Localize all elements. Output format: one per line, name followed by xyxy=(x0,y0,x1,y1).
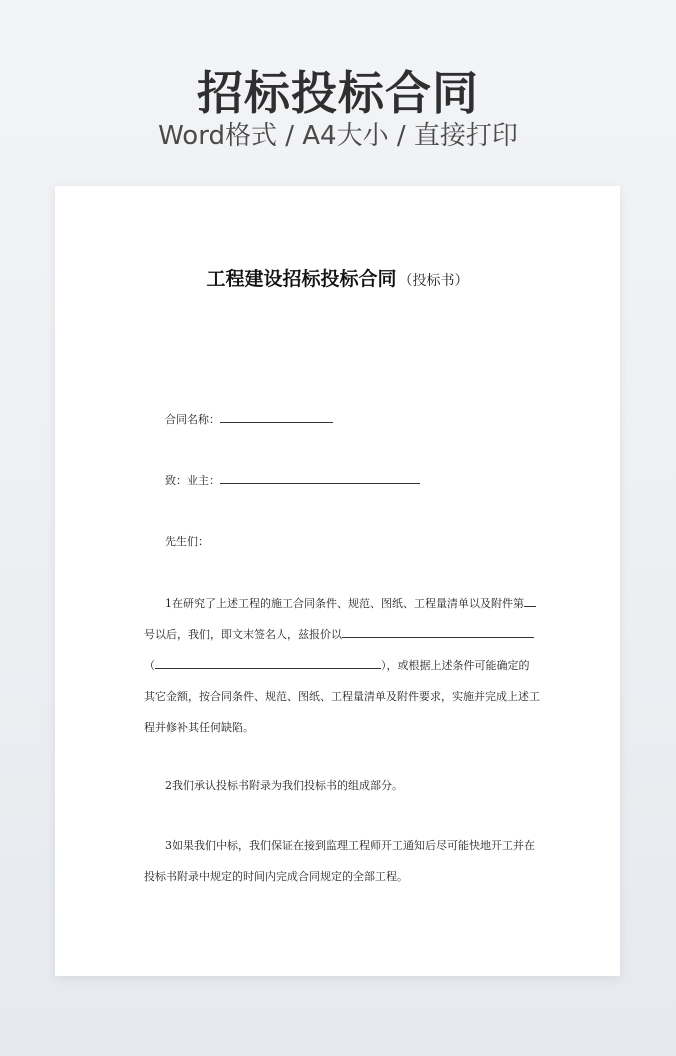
bid-price-words-blank xyxy=(155,658,381,669)
contract-name-blank xyxy=(220,412,333,423)
paragraph-1 xyxy=(144,588,540,743)
paragraph-1-line-5: 程并修补其任何缺陷。 xyxy=(144,721,254,734)
contract-name-label: 合同名称： xyxy=(165,413,220,426)
paragraph-1-line-2: 号以后，我们，即文末签名人，兹报价以 xyxy=(144,619,534,650)
paragraph-3-line-1: 3如果我们中标，我们保证在接到监理工程师开工通知后尽可能快地开工并在 xyxy=(165,839,535,852)
contract-name-field xyxy=(165,412,333,428)
paragraph-3 xyxy=(144,830,534,892)
paragraph-1-line-1: 1在研究了上述工程的施工合同条件、规范、图纸、工程量清单以及附件第 xyxy=(144,588,534,619)
to-owner-field xyxy=(165,473,420,489)
document-title xyxy=(55,264,620,296)
page-title: 招标投标合同 xyxy=(197,66,479,120)
document-preview xyxy=(55,186,620,976)
paragraph-1-line-4: 其它金额，按合同条件、规范、图纸、工程量清单及附件要求，实施并完成上述工 xyxy=(144,690,540,703)
page-subtitle: Word格式 / A4大小 / 直接打印 xyxy=(158,121,518,151)
to-owner-blank xyxy=(220,473,420,484)
annex-number-blank xyxy=(524,596,536,607)
to-owner-label: 致：业主： xyxy=(165,474,220,487)
document-title-main: 工程建设招标投标合同 xyxy=(206,268,397,290)
paragraph-1-line-3: （ ），或根据上述条件可能确定的 xyxy=(144,659,530,672)
bid-price-blank xyxy=(342,627,534,638)
paragraph-2 xyxy=(144,770,534,801)
salutation: 先生们： xyxy=(165,535,209,548)
document-title-sub: （投标书） xyxy=(398,273,469,289)
paragraph-3-line-2: 投标书附录中规定的时间内完成合同规定的全部工程。 xyxy=(144,870,408,883)
paragraph-2-line-1: 2我们承认投标书附录为我们投标书的组成部分。 xyxy=(165,779,403,792)
